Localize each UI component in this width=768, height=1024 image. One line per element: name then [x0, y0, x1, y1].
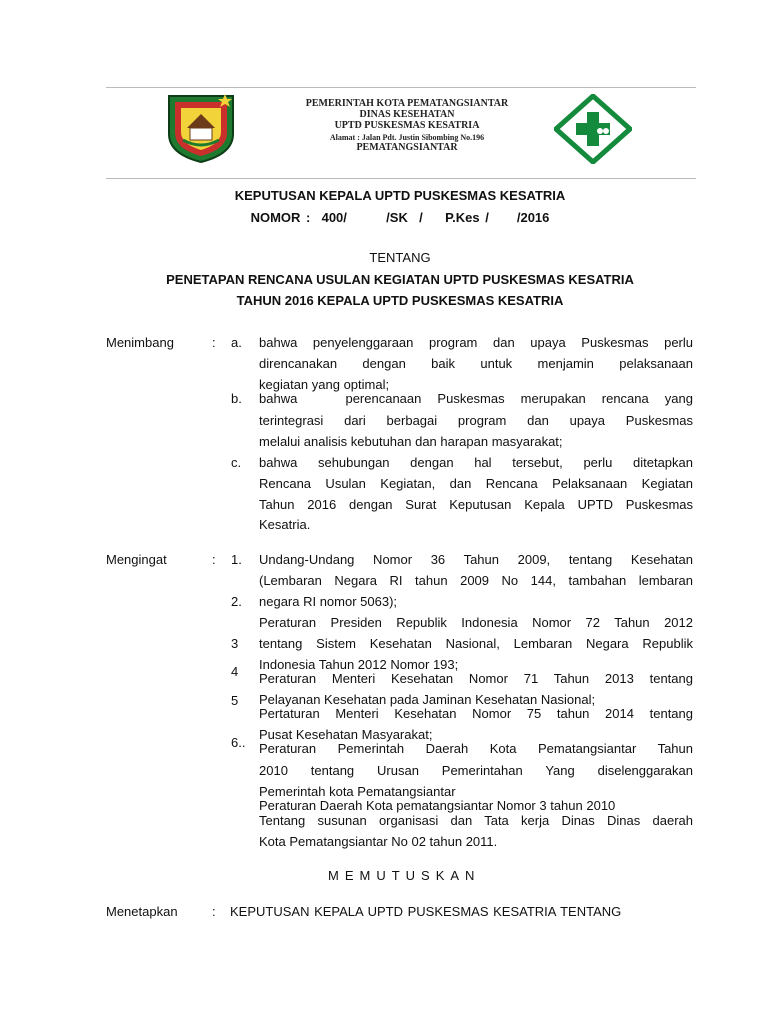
decree-subject-line-2: TAHUN 2016 KEPALA UPTD PUSKESMAS KESATRIA — [236, 293, 564, 308]
menetapkan-colon: : — [212, 904, 216, 919]
letterhead-address: Alamat : Jalan Pdt. Justin Sibombing No.196 — [329, 133, 485, 142]
mengingat-line-5: tentang Sistem Kesehatan Nasional, Lembaran Negara Republik — [259, 636, 693, 651]
mengingat-mark-4: 4 — [231, 664, 239, 679]
mengingat-mark-3: 3 — [231, 636, 239, 651]
mengingat-mark-6: 6.. — [231, 735, 246, 750]
tentang-label: TENTANG — [369, 250, 431, 265]
mengingat-line-14: Peraturan Daerah Kota pematangsiantar Nomor 3 tahun 2010 — [259, 798, 616, 813]
decree-subject-line-1: PENETAPAN RENCANA USULAN KEGIATAN UPTD PUSKESMAS KESATRIA — [166, 272, 634, 287]
menimbang-label: Menimbang — [106, 335, 174, 350]
menimbang-a-line-1: bahwa penyelenggaraan program dan upaya Puskesmas perlu — [259, 335, 693, 350]
menimbang-mark-c: c. — [231, 455, 242, 470]
mengingat-line-10: Pusat Kesehatan Masyarakat; — [259, 727, 433, 742]
menimbang-mark-a: a. — [231, 335, 242, 350]
letterhead-city: PEMATANGSIANTAR — [356, 142, 458, 153]
mengingat-mark-2: 2. — [231, 594, 242, 609]
mengingat-line-7: Peraturan Menteri Kesehatan Nomor 71 Tahun 2013 tentang — [259, 671, 693, 686]
mengingat-line-4: Peraturan Presiden Republik Indonesia Nomor 72 Tahun 2012 — [259, 615, 693, 630]
mengingat-line-9: Pertaturan Menteri Kesehatan Nomor 75 tahun 2014 tentang — [259, 706, 693, 721]
mengingat-line-8: Pelayanan Kesehatan pada Jaminan Kesehatan Nasional; — [259, 692, 596, 707]
mengingat-line-3: negara RI nomor 5063); — [259, 594, 398, 609]
menimbang-a-line-2: direncanakan dengan baik untuk menjamin pelaksanaan — [259, 356, 693, 371]
letterhead-govt: PEMERINTAH KOTA PEMATANGSIANTAR — [305, 98, 509, 109]
menimbang-mark-b: b. — [231, 391, 242, 406]
menimbang-c-line-4: Kesatria. — [259, 517, 311, 532]
mengingat-mark-1: 1. — [231, 552, 242, 567]
letterhead-bottom-rule — [106, 178, 696, 179]
mengingat-line-2: (Lembaran Negara RI tahun 2009 No 144, tambahan lembaran — [259, 573, 693, 588]
letterhead-dept: DINAS KESEHATAN — [359, 109, 455, 120]
menimbang-b-line-3: melalui analisis kebutuhan dan harapan masyarakat; — [259, 434, 563, 449]
mengingat-line-13: Pemerintah kota Pematangsiantar — [259, 784, 456, 799]
menimbang-c-line-1: bahwa sehubungan dengan hal tersebut, perlu ditetapkan — [259, 455, 693, 470]
city-emblem-icon — [163, 92, 239, 164]
menetapkan-text: KEPUTUSAN KEPALA UPTD PUSKESMAS KESATRIA TENTANG — [230, 904, 622, 919]
decree-number: NOMOR : 400/ /SK / P.Kes / /2016 — [250, 210, 550, 225]
mengingat-line-11: Peraturan Pemerintah Daerah Kota Pematangsiantar Tahun — [259, 741, 693, 756]
menimbang-a-line-3: kegiatan yang optimal; — [259, 377, 390, 392]
mengingat-line-16: Kota Pematangsiantar No 02 tahun 2011. — [259, 834, 498, 849]
mengingat-colon: : — [212, 552, 216, 567]
menimbang-c-line-2: Rencana Usulan Kegiatan, dan Rencana Pelaksanaan Kegiatan — [259, 476, 693, 491]
mengingat-line-6: Indonesia Tahun 2012 Nomor 193; — [259, 657, 459, 672]
decree-title: KEPUTUSAN KEPALA UPTD PUSKESMAS KESATRIA — [234, 188, 566, 203]
memutuskan-heading: MEMUTUSKAN — [328, 868, 481, 883]
menetapkan-label: Menetapkan — [106, 904, 178, 919]
menimbang-c-line-3: Tahun 2016 dengan Surat Keputusan Kepala UPTD Puskesmas — [259, 497, 693, 512]
mengingat-line-1: Undang-Undang Nomor 36 Tahun 2009, tentang Kesehatan — [259, 552, 693, 567]
mengingat-line-12: 2010 tentang Urusan Pemerintahan Yang diselenggarakan — [259, 763, 693, 778]
mengingat-label: Mengingat — [106, 552, 167, 567]
menimbang-b-line-2: terintegrasi dari berbagai program dan upaya Puskesmas — [259, 413, 693, 428]
mengingat-mark-5: 5 — [231, 693, 239, 708]
letterhead-unit: UPTD PUSKESMAS KESATRIA — [334, 120, 480, 131]
health-ministry-cross-icon — [554, 94, 632, 164]
letterhead-top-rule — [106, 87, 696, 88]
menimbang-colon: : — [212, 335, 216, 350]
menimbang-b-line-1: bahwa perencanaan Puskesmas merupakan rencana yang — [259, 391, 693, 406]
mengingat-line-15: Tentang susunan organisasi dan Tata kerja Dinas Dinas daerah — [259, 813, 693, 828]
